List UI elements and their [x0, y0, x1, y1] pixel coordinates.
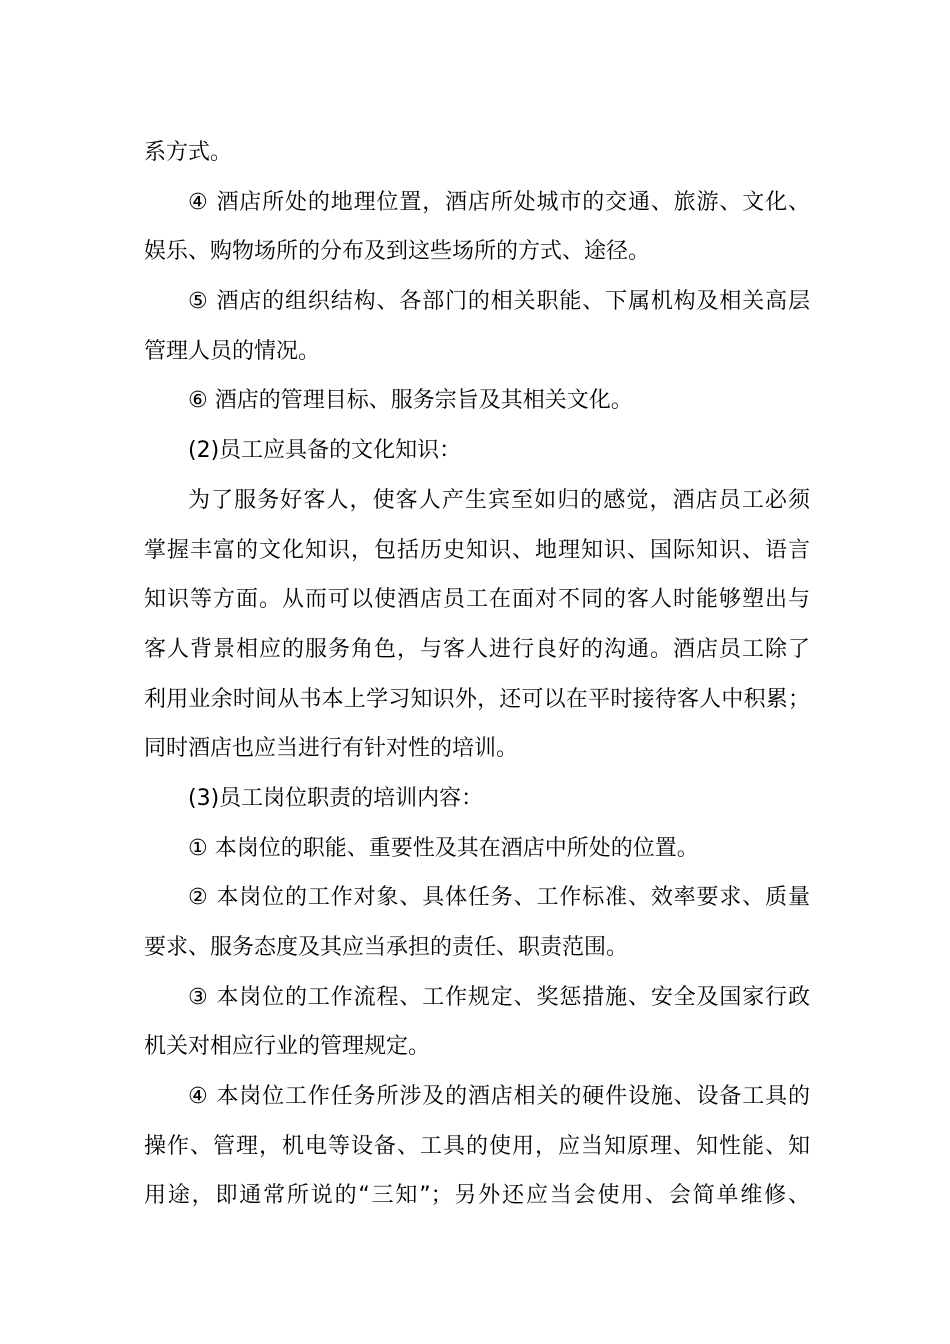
document-body — [144, 128, 810, 1221]
text-line: 娱乐、购物场所的分布及到这些场所的方式、途径。 — [144, 239, 651, 265]
text-line: 客人背景相应的服务角色，与客人进行良好的沟通。酒店员工除了 — [144, 636, 810, 662]
text-line: ⑥ 酒店的管理目标、服务宗旨及其相关文化。 — [188, 388, 633, 414]
text-line: 机关对相应行业的管理规定。 — [144, 1034, 431, 1060]
text-line: 知识等方面。从而可以使酒店员工在面对不同的客人时能够塑出与 — [144, 587, 810, 613]
text-line: 要求、服务态度及其应当承担的责任、职责范围。 — [144, 935, 629, 960]
text-line: ⑤ 酒店的组织结构、各部门的相关职能、下属机构及相关高层 — [188, 289, 810, 315]
text-line: 系方式。 — [144, 140, 233, 165]
text-line: 操作、管理，机电等设备、工具的使用，应当知原理、知性能、知 — [144, 1133, 810, 1159]
text-line: 利用业余时间从书本上学习知识外，还可以在平时接待客人中积累； — [144, 686, 810, 712]
text-line: ③ 本岗位的工作流程、工作规定、奖惩措施、安全及国家行政 — [188, 984, 810, 1010]
section-heading: (3)员工岗位职责的培训内容： — [188, 785, 484, 811]
text-line: 同时酒店也应当进行有针对性的培训。 — [144, 736, 519, 762]
text-line: ④ 本岗位工作任务所涉及的酒店相关的硬件设施、设备工具的 — [188, 1084, 810, 1110]
text-line: 管理人员的情况。 — [144, 338, 321, 364]
text-line: ① 本岗位的职能、重要性及其在酒店中所处的位置。 — [188, 835, 699, 861]
text-line: 为了服务好客人，使客人产生宾至如归的感觉，酒店员工必须 — [188, 487, 810, 513]
text-line: ④ 酒店所处的地理位置，酒店所处城市的交通、旅游、文化、 — [188, 189, 810, 215]
text-line: 用途，即通常所说的“三知”；另外还应当会使用、会简单维修、 — [144, 1183, 810, 1209]
text-line: 掌握丰富的文化知识，包括历史知识、地理知识、国际知识、语言 — [144, 537, 810, 563]
section-heading: (2)员工应具备的文化知识： — [188, 438, 462, 464]
text-line: ② 本岗位的工作对象、具体任务、工作标准、效率要求、质量 — [188, 885, 810, 911]
